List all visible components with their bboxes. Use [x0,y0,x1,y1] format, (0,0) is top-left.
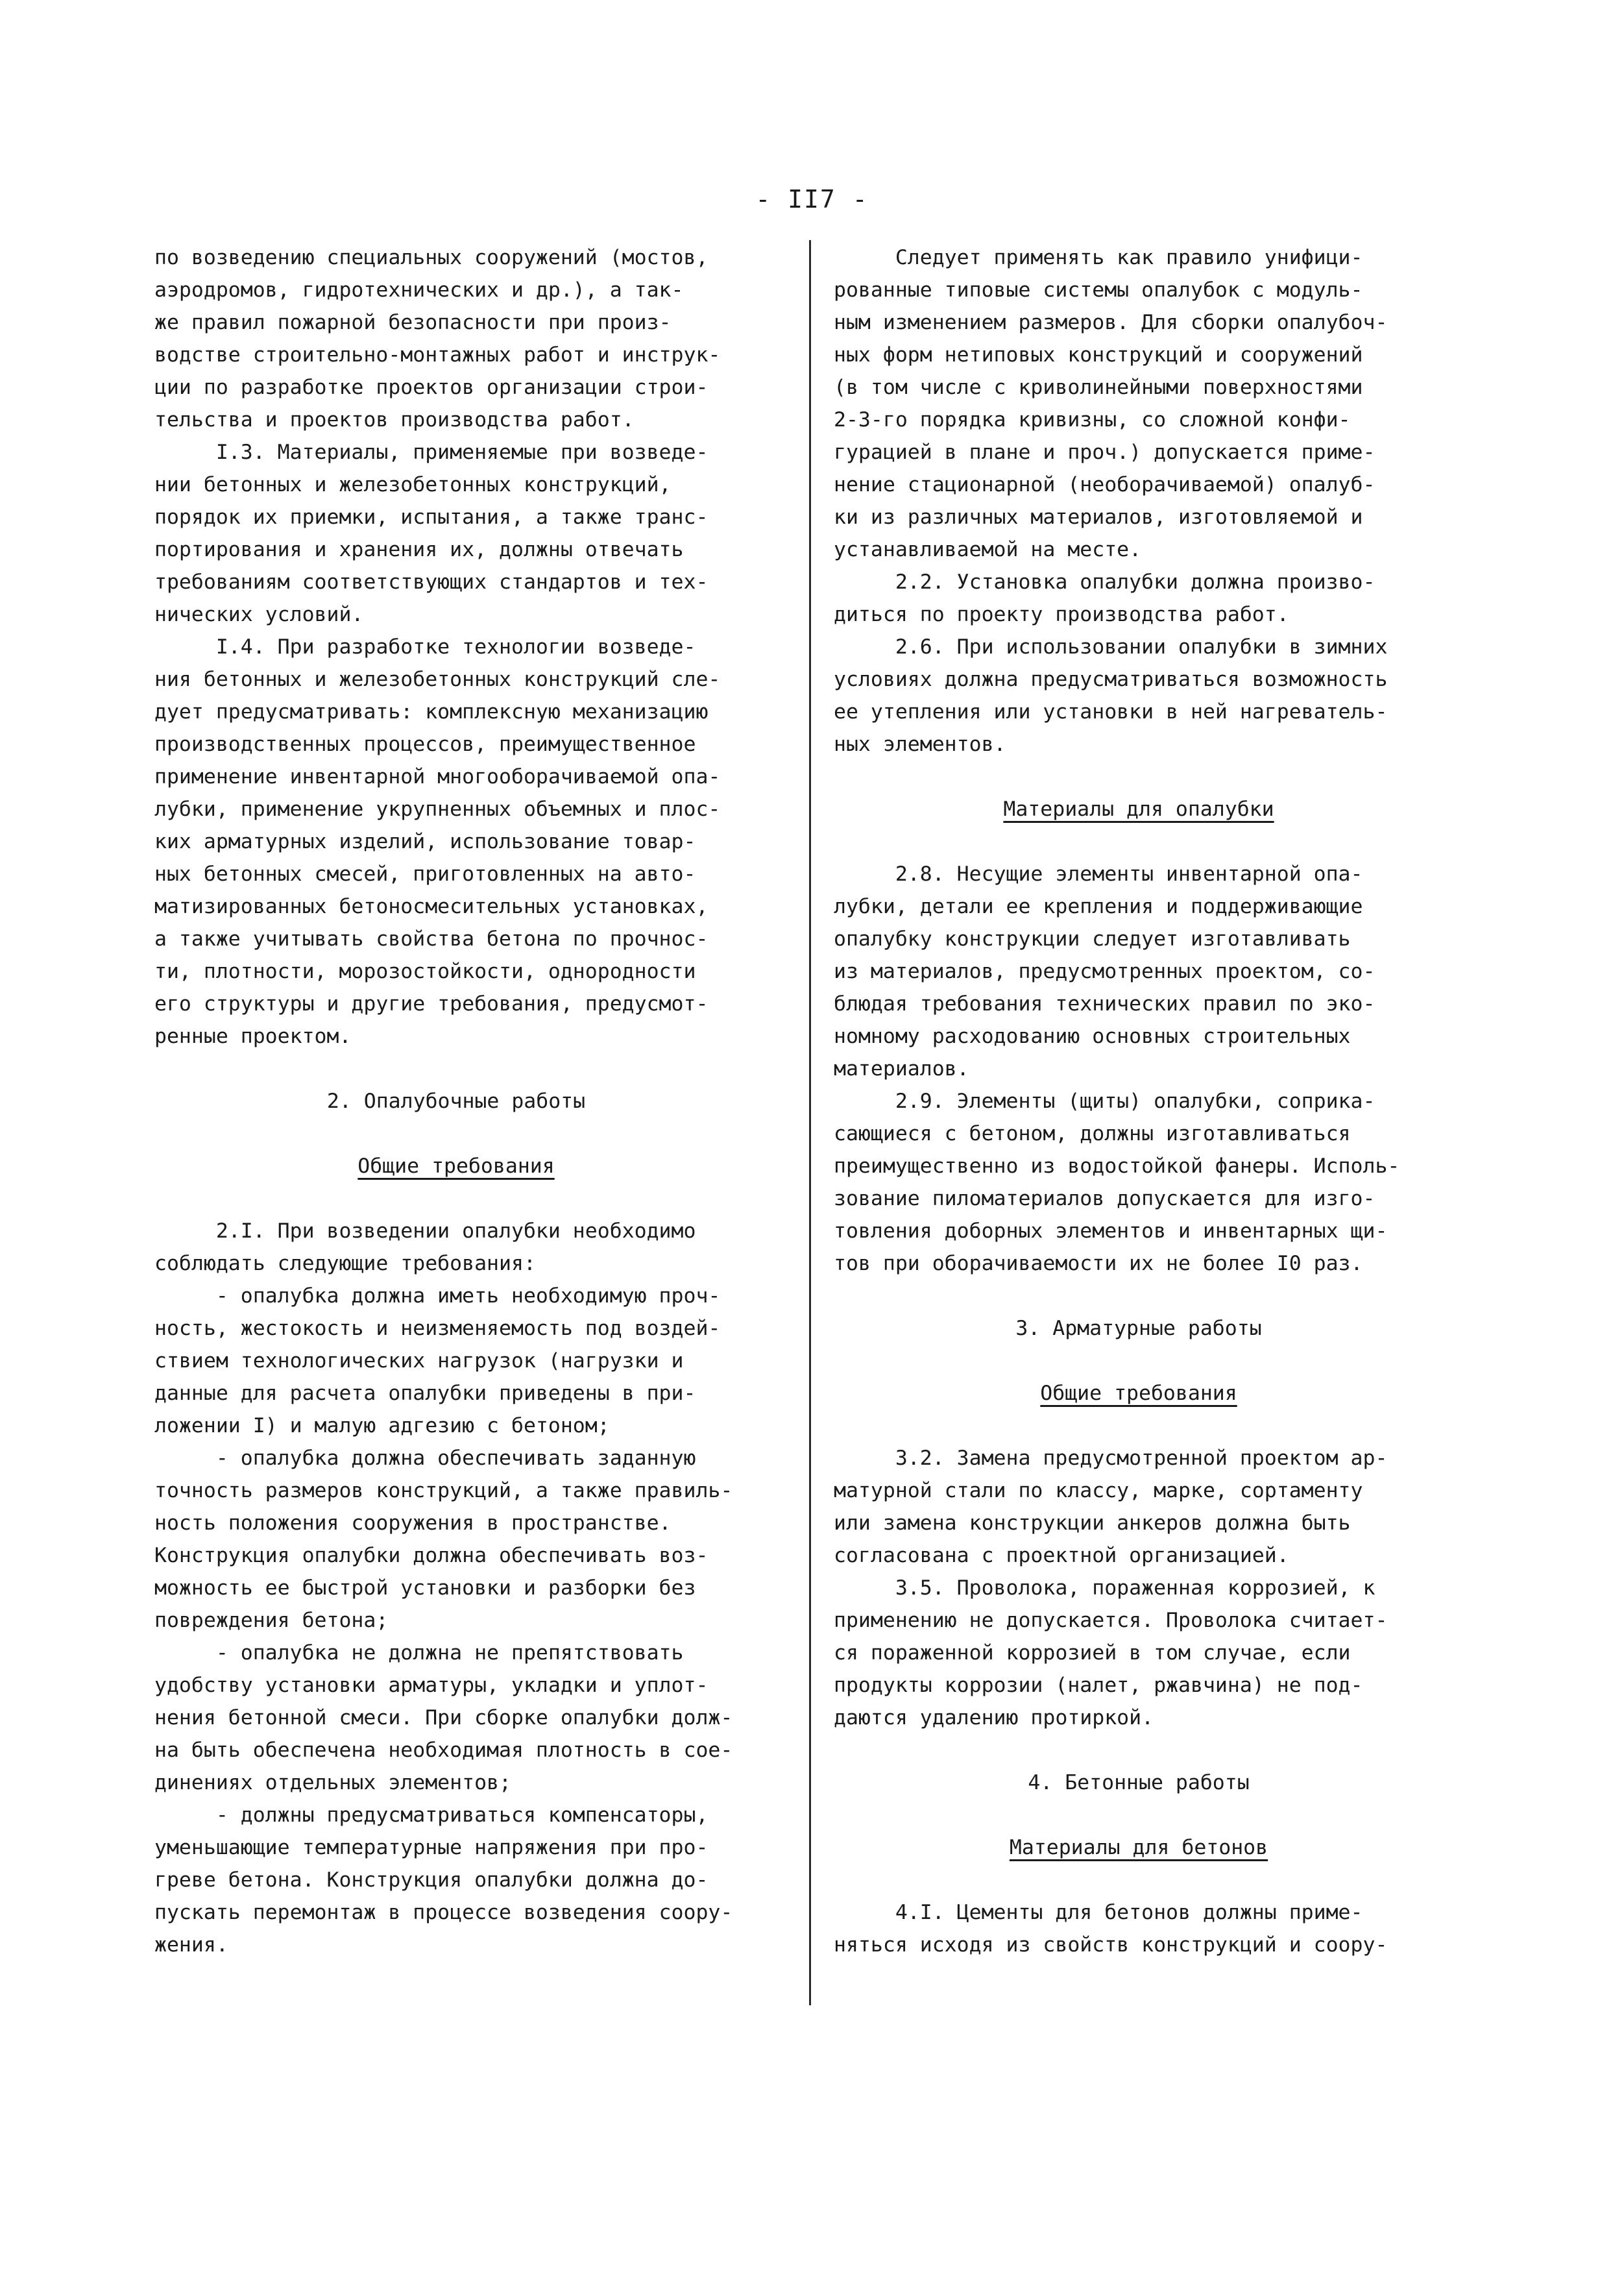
text-line: а также учитывать свойства бетона по прочнос- [154,927,709,951]
text-line: даются удалению протиркой. [834,1706,1154,1729]
text-line: можность ее быстрой установки и разборки без [154,1576,696,1600]
text-line: уменьшающие температурные напряжения при про- [154,1836,709,1859]
text-line: 2.6. При использовании опалубки в зимних [834,635,1388,659]
column-divider [809,240,811,2005]
section-heading: 3. Арматурные работы [1015,1317,1262,1340]
text-line: (в том числе с криволинейными поверхностями [834,376,1363,399]
section-heading: 4. Бетонные работы [1028,1771,1250,1794]
subsection-heading: Материалы для опалубки [1003,798,1274,821]
text-line: - должны предусматриваться компенсаторы, [154,1803,709,1827]
text-line: производственных процессов, преимущественное [154,733,696,756]
text-line: матизированных бетоносмесительных установках, [154,895,709,918]
text-line: соблюдать следующие требования: [154,1252,536,1275]
text-line: динениях отдельных элементов; [154,1771,511,1794]
subsection-heading: Общие требования [358,1155,555,1178]
blank-line [834,1799,1444,1831]
text-line: его структуры и другие требования, предусмот- [154,992,709,1016]
text-line: ность, жестокость и неизменяемость под воздей- [154,1317,721,1340]
text-line: ложении I) и малую адгезию с бетоном; [154,1414,610,1437]
text-line: 2.2. Установка опалубки должна произво- [834,570,1376,594]
text-line: дует предусматривать: комплексную механизацию [154,700,709,724]
text-line: применение инвентарной многооборачиваемой опа- [154,765,721,788]
text-line: ти, плотности, морозостойкости, однородности [154,960,696,983]
text-line: диться по проекту производства работ. [834,603,1289,626]
text-line: ных элементов. [834,733,1006,756]
text-line: - опалубка не должна не препятствовать [154,1641,684,1665]
blank-line [834,1280,1444,1312]
text-line: применению не допускается. Проволока считает- [834,1609,1388,1632]
text-line: ных бетонных смесей, приготовленных на авто- [154,862,696,886]
text-line: зование пиломатериалов допускается для изго- [834,1187,1376,1210]
text-line: из материалов, предусмотренных проектом, со- [834,960,1376,983]
text-line: 2.I. При возведении опалубки необходимо [154,1219,696,1243]
text-line: Конструкция опалубки должна обеспечивать воз- [154,1544,709,1567]
blank-line [834,825,1444,858]
text-line: товления доборных элементов и инвентарных щи- [834,1219,1388,1243]
text-line: продукты коррозии (налет, ржавчина) не под- [834,1674,1363,1697]
text-line: ствием технологических нагрузок (нагрузки и [154,1349,684,1373]
text-line: рованные типовые системы опалубок с модуль- [834,278,1363,302]
text-line: матурной стали по классу, марке, сортаменту [834,1479,1363,1502]
text-line: няться исходя из свойств конструкций и соору- [834,1933,1388,1957]
blank-line [154,1118,758,1150]
text-line: 2-3-го порядка кривизны, со сложной конфи- [834,408,1351,432]
text-line: портирования и хранения их, должны отвечать [154,538,684,561]
text-line: ния бетонных и железобетонных конструкций сле- [154,668,721,691]
text-line: водстве строительно-монтажных работ и инструк- [154,343,721,367]
text-line: требованиям соответствующих стандартов и тех- [154,570,709,594]
text-line: 3.5. Проволока, пораженная коррозией, к [834,1576,1376,1600]
text-line: опалубку конструкции следует изготавливать [834,927,1351,951]
text-line: ции по разработке проектов организации строи- [154,376,709,399]
text-line: точность размеров конструкций, а также правиль- [154,1479,733,1502]
text-line: ки из различных материалов, изготовляемой и [834,506,1363,529]
text-line: материалов. [834,1057,969,1081]
text-line: - опалубка должна иметь необходимую проч- [154,1284,721,1308]
blank-line [834,1410,1444,1442]
text-line: устанавливаемой на месте. [834,538,1142,561]
text-line: согласована с проектной организацией. [834,1544,1289,1567]
text-line: ность положения сооружения в пространстве. [154,1511,672,1535]
text-line: или замена конструкции анкеров должна быть [834,1511,1351,1535]
text-line: лубки, применение укрупненных объемных и плос- [154,798,721,821]
text-line: ее утепления или установки в ней нагреватель- [834,700,1388,724]
left-text-column [154,241,758,1961]
text-line: на быть обеспечена необходимая плотность в сое- [154,1739,733,1762]
text-line: жения. [154,1933,228,1957]
text-line: по возведению специальных сооружений (мостов, [154,246,709,269]
blank-line [834,1864,1444,1896]
text-line: 4.I. Цементы для бетонов должны приме- [834,1901,1363,1924]
text-line: блюдая требования технических правил по эко- [834,992,1376,1016]
text-line: же правил пожарной безопасности при произ- [154,311,672,334]
text-line: лубки, детали ее крепления и поддерживающие [834,895,1363,918]
blank-line [834,1734,1444,1766]
text-line: Следует применять как правило унифици- [834,246,1363,269]
text-line: 3.2. Замена предусмотренной проектом ар- [834,1447,1388,1470]
text-line: тов при оборачиваемости их не более I0 раз. [834,1252,1363,1275]
text-line: нения бетонной смеси. При сборке опалубки долж- [154,1706,733,1729]
text-line: условиях должна предусматриваться возможность [834,668,1388,691]
text-line: I.4. При разработке технологии возведе- [154,635,696,659]
text-line: данные для расчета опалубки приведены в при- [154,1382,696,1405]
text-line: номному расходованию основных строительных [834,1025,1351,1048]
text-line: тельства и проектов производства работ. [154,408,635,432]
page-number: - II7 - [755,185,869,214]
subsection-heading: Общие требования [1040,1382,1237,1405]
blank-line [154,1182,758,1215]
subsection-heading: Материалы для бетонов [1009,1836,1268,1859]
text-line: I.3. Материалы, применяемые при возведе- [154,441,709,464]
text-line: ренные проектом. [154,1025,352,1048]
blank-line [834,761,1444,793]
text-line: нии бетонных и железобетонных конструкций, [154,473,672,496]
text-line: ных форм нетиповых конструкций и сооружений [834,343,1363,367]
text-line: сающиеся с бетоном, должны изготавливаться [834,1122,1351,1145]
text-line: порядок их приемки, испытания, а также транс- [154,506,709,529]
text-line: аэродромов, гидротехнических и др.), а так- [154,278,684,302]
text-line: 2.9. Элементы (щиты) опалубки, соприка- [834,1090,1376,1113]
text-line: пускать перемонтаж в процессе возведения соору- [154,1901,733,1924]
text-line: ным изменением размеров. Для сборки опалубоч- [834,311,1388,334]
right-text-column [834,241,1444,1961]
text-line: удобству установки арматуры, укладки и уплот- [154,1674,709,1697]
text-line: нических условий. [154,603,364,626]
section-heading: 2. Опалубочные работы [326,1090,586,1113]
text-line: - опалубка должна обеспечивать заданную [154,1447,696,1470]
text-line: 2.8. Несущие элементы инвентарной опа- [834,862,1363,886]
text-line: греве бетона. Конструкция опалубки должна до- [154,1868,709,1892]
text-line: гурацией в плане и проч.) допускается приме- [834,441,1376,464]
text-line: ких арматурных изделий, использование товар- [154,830,696,853]
blank-line [834,1345,1444,1377]
blank-line [154,1053,758,1085]
text-line: нение стационарной (необорачиваемой) опалуб- [834,473,1376,496]
text-line: преимущественно из водостойкой фанеры. Исполь- [834,1155,1400,1178]
text-line: повреждения бетона; [154,1609,389,1632]
text-line: ся пораженной коррозией в том случае, если [834,1641,1351,1665]
